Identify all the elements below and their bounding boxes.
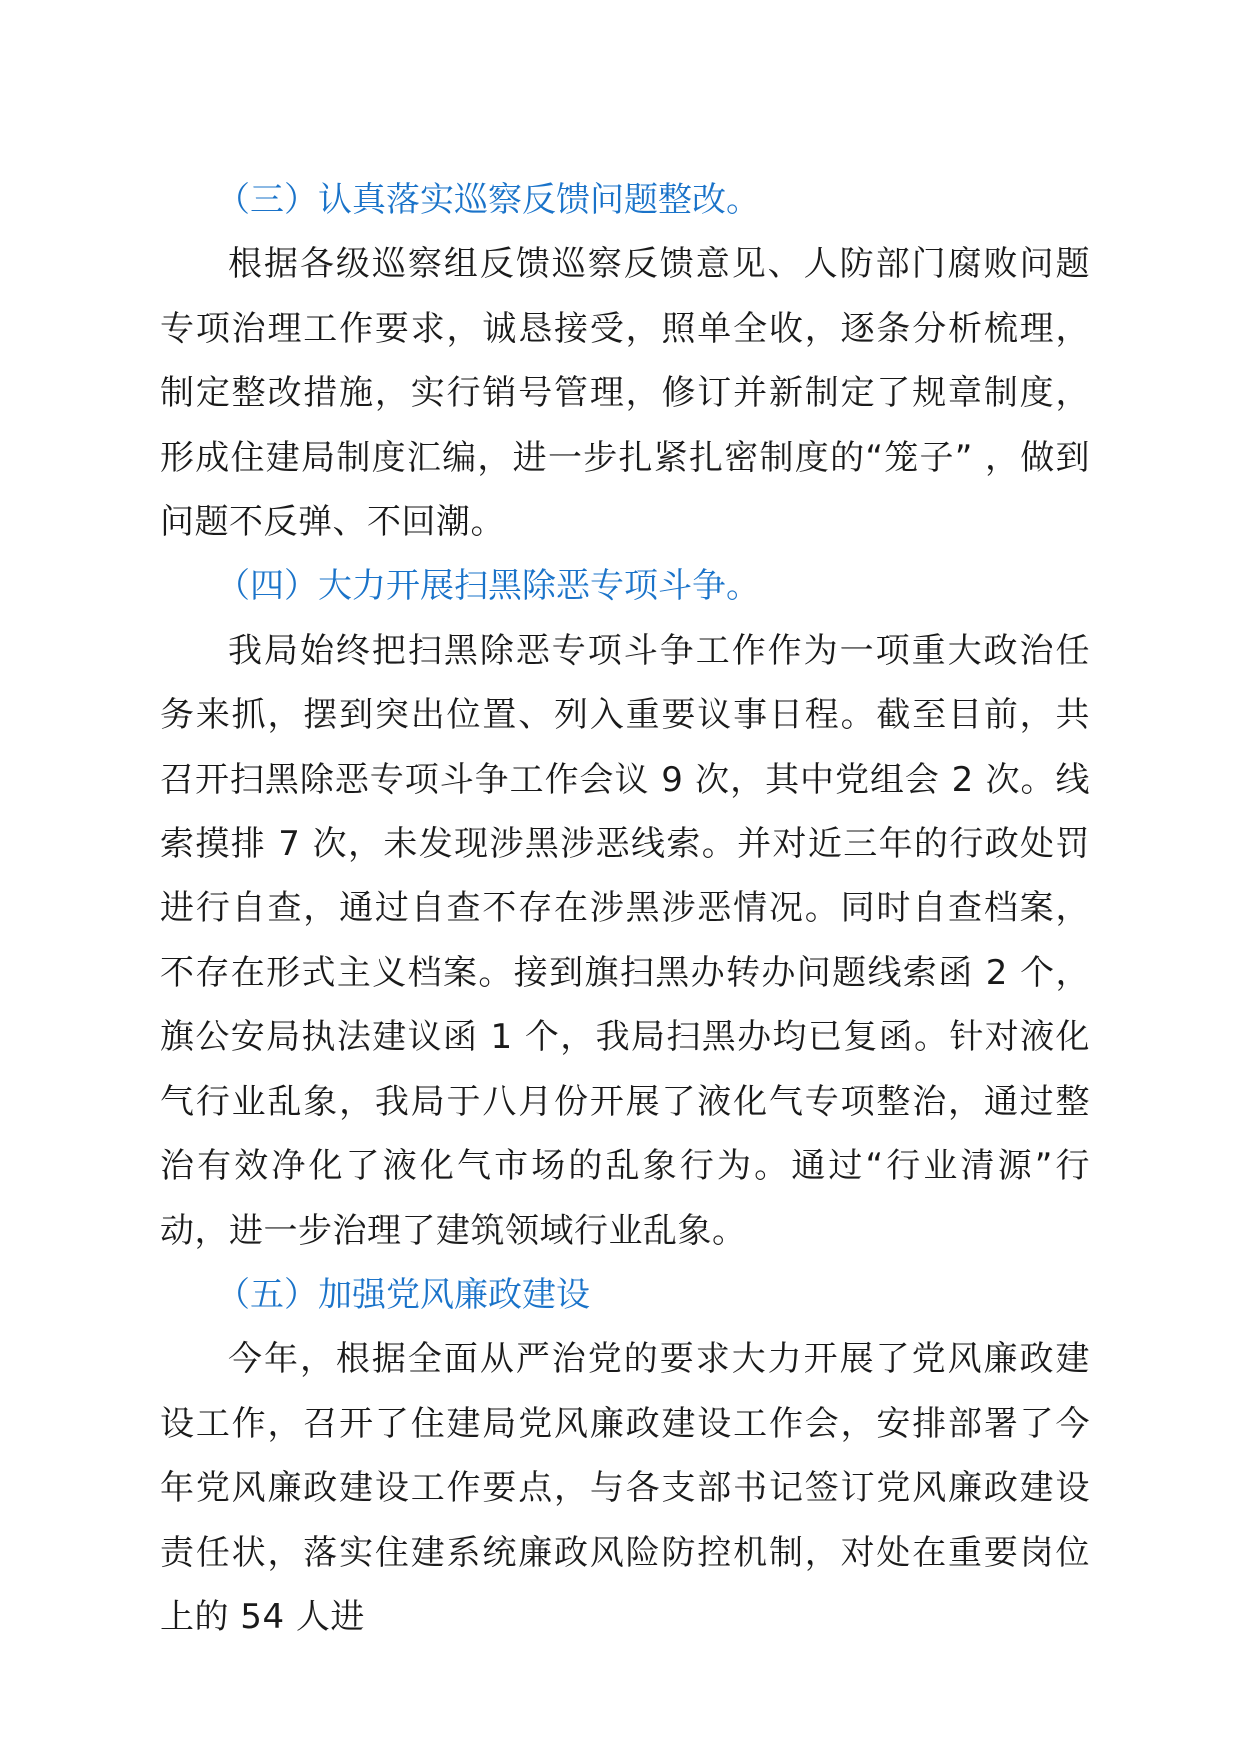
section-heading-4: （四）大力开展扫黑除恶专项斗争。	[216, 566, 760, 607]
section-heading-3: （三）认真落实巡察反馈问题整改。	[216, 180, 760, 220]
section-heading-5: （五）加强党风廉政建设	[216, 1274, 590, 1315]
document-body	[160, 168, 1090, 1649]
section-paragraph-4: 我局始终把扫黑除恶专项斗争工作作为一项重大政治任务来抓，摆到突出位置、列入重要议事日程。截至目前，共召开扫黑除恶专项斗争工作会议 9 次，其中党组会 2 次。线索摸排 7 次，未发现涉黑涉恶线索。并对近三年的行政处罚进行自查，通过自查不存在涉黑涉恶情况。同时自查档案，不存在形式主义档案。接到旗扫黑办转办问题线索函 2 个，旗公安局执法建议函 1 个，我局扫黑办均已复函。针对液化气行业乱象，我局于八月份开展了液化气专项整治，通过整治有效净化了液化气市场的乱象行为。通过“行业清源”行动，进一步治理了建筑领域行业乱象。	[160, 630, 1090, 1251]
section-paragraph-3: 根据各级巡察组反馈巡察反馈意见、人防部门腐败问题专项治理工作要求，诚恳接受，照单全收，逐条分析梳理，制定整改措施，实行销号管理，修订并新制定了规章制度，形成住建局制度汇编，进一步扎紧扎密制度的“笼子” ，做到问题不反弹、不回潮。	[160, 244, 1090, 543]
section-paragraph-5: 今年，根据全面从严治党的要求大力开展了党风廉政建设工作，召开了住建局党风廉政建设工作会，安排部署了今年党风廉政建设工作要点，与各支部书记签订党风廉政建设责任状，落实住建系统廉政风险防控机制，对处在重要岗位上的 54 人进	[160, 1339, 1090, 1637]
